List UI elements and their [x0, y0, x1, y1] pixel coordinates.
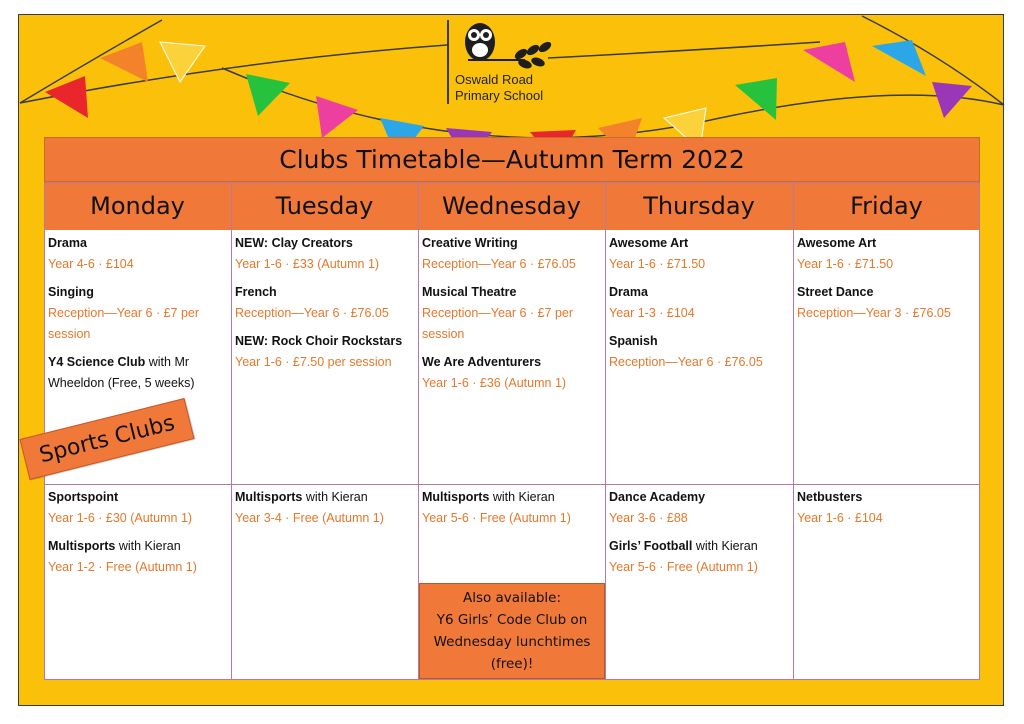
- school-logo: [447, 20, 567, 106]
- club-entry: [797, 233, 977, 275]
- club-entry: [609, 282, 789, 324]
- grid-divider: [44, 484, 980, 485]
- owl-logo-icon: [453, 20, 573, 70]
- club-name: Dance Academy: [609, 490, 706, 504]
- grid-divider: [605, 182, 606, 680]
- cell-friday-clubs: [797, 233, 977, 331]
- club-info: Reception—Year 6 · £7 per session: [422, 306, 574, 341]
- flag: [100, 42, 148, 82]
- cell-wednesday-clubs: [422, 233, 602, 401]
- flag: [932, 82, 972, 118]
- club-host: with Kieran: [115, 539, 181, 553]
- club-entry: [48, 487, 228, 529]
- cell-friday-sports: [797, 487, 977, 536]
- club-info: Year 3-6 · £88: [609, 511, 688, 525]
- club-name: Musical Theatre: [422, 285, 517, 299]
- cell-tuesday-clubs: [235, 233, 415, 380]
- club-info: Year 1-3 · £104: [609, 306, 695, 320]
- club-name: Street Dance: [797, 285, 874, 299]
- day-header-wednesday: Wednesday: [418, 182, 605, 230]
- club-info: Year 1-6 · £71.50: [609, 257, 706, 271]
- club-host: with Mr Wheeldon (Free, 5 weeks): [48, 355, 195, 390]
- day-header-monday: Monday: [44, 182, 231, 230]
- cell-thursday-sports: [609, 487, 789, 585]
- club-name: Creative Writing: [422, 236, 518, 250]
- club-name: Singing: [48, 285, 94, 299]
- club-info: Year 1-2 · Free (Autumn 1): [48, 560, 197, 574]
- club-name: Y4 Science Club: [48, 355, 146, 369]
- club-info: Reception—Year 6 · £76.05: [422, 257, 576, 271]
- club-info: Year 4-6 · £104: [48, 257, 134, 271]
- club-name: Netbusters: [797, 490, 863, 504]
- also-available-box: [419, 583, 605, 679]
- club-entry: [609, 233, 789, 275]
- club-entry: [48, 352, 228, 394]
- also-available-line: Also available:: [462, 590, 562, 606]
- club-entry: [235, 331, 415, 373]
- also-available-line: Wednesday lunchtimes: [433, 634, 591, 650]
- page-title: Clubs Timetable—Autumn Term 2022: [44, 137, 980, 182]
- club-entry: [609, 487, 789, 529]
- also-available-line: (free)!: [490, 656, 534, 672]
- club-entry: [609, 331, 789, 373]
- club-name: Sportspoint: [48, 490, 119, 504]
- club-info: Reception—Year 6 · £76.05: [235, 306, 389, 320]
- club-info: Year 1-6 · £30 (Autumn 1): [48, 511, 193, 525]
- club-name: We Are Adventurers: [422, 355, 542, 369]
- club-entry: [235, 282, 415, 324]
- club-name: Multisports: [48, 539, 116, 553]
- club-entry: [797, 487, 977, 529]
- club-name: Drama: [609, 285, 648, 299]
- club-info: Year 3-4 · Free (Autumn 1): [235, 511, 384, 525]
- school-name: Oswald Road Primary School: [455, 72, 544, 103]
- cell-wednesday-sports: [422, 487, 602, 536]
- club-entry: [48, 282, 228, 345]
- cell-monday-clubs: [48, 233, 228, 401]
- grid-divider: [231, 182, 232, 680]
- club-name: Girls’ Football: [609, 539, 693, 553]
- club-info: Year 1-6 · £7.50 per session: [235, 355, 392, 369]
- day-header-friday: Friday: [793, 182, 980, 230]
- club-host: with Kieran: [489, 490, 555, 504]
- club-info: Year 1-6 · £33 (Autumn 1): [235, 257, 380, 271]
- club-info: Year 1-6 · £104: [797, 511, 883, 525]
- grid-divider: [793, 182, 794, 680]
- club-info: Reception—Year 3 · £76.05: [797, 306, 951, 320]
- club-info: Reception—Year 6 · £7 per session: [48, 306, 200, 341]
- day-header-tuesday: Tuesday: [231, 182, 418, 230]
- flag: [160, 42, 205, 82]
- club-name: Multisports: [422, 490, 490, 504]
- club-host: with Kieran: [692, 539, 758, 553]
- club-name: Spanish: [609, 334, 658, 348]
- club-entry: [48, 536, 228, 578]
- club-entry: [235, 487, 415, 529]
- club-info: Year 5-6 · Free (Autumn 1): [609, 560, 758, 574]
- club-info: Year 1-6 · £71.50: [797, 257, 894, 271]
- flag: [803, 42, 855, 82]
- cell-tuesday-sports: [235, 487, 415, 536]
- cell-thursday-clubs: [609, 233, 789, 380]
- club-name: Multisports: [235, 490, 303, 504]
- flag: [246, 74, 290, 116]
- club-name: Drama: [48, 236, 87, 250]
- club-name: NEW: Rock Choir Rockstars: [235, 334, 403, 348]
- club-entry: [422, 233, 602, 275]
- flag: [316, 96, 358, 138]
- club-entry: [235, 233, 415, 275]
- club-info: Year 5-6 · Free (Autumn 1): [422, 511, 571, 525]
- sports-clubs-label: Sports Clubs: [19, 398, 194, 480]
- club-name: French: [235, 285, 277, 299]
- club-entry: [797, 282, 977, 324]
- day-header-thursday: Thursday: [605, 182, 793, 230]
- club-name: NEW: Clay Creators: [235, 236, 353, 250]
- club-entry: [422, 352, 602, 394]
- club-entry: [422, 487, 602, 529]
- also-available-line: Y6 Girls’ Code Club on: [436, 612, 588, 628]
- club-entry: [422, 282, 602, 345]
- club-host: with Kieran: [302, 490, 368, 504]
- flag: [872, 40, 926, 76]
- club-info: Year 1-6 · £36 (Autumn 1): [422, 376, 567, 390]
- club-name: Awesome Art: [797, 236, 877, 250]
- club-name: Awesome Art: [609, 236, 689, 250]
- club-entry: [609, 536, 789, 578]
- club-entry: [48, 233, 228, 275]
- club-info: Reception—Year 6 · £76.05: [609, 355, 763, 369]
- cell-monday-sports: [48, 487, 228, 585]
